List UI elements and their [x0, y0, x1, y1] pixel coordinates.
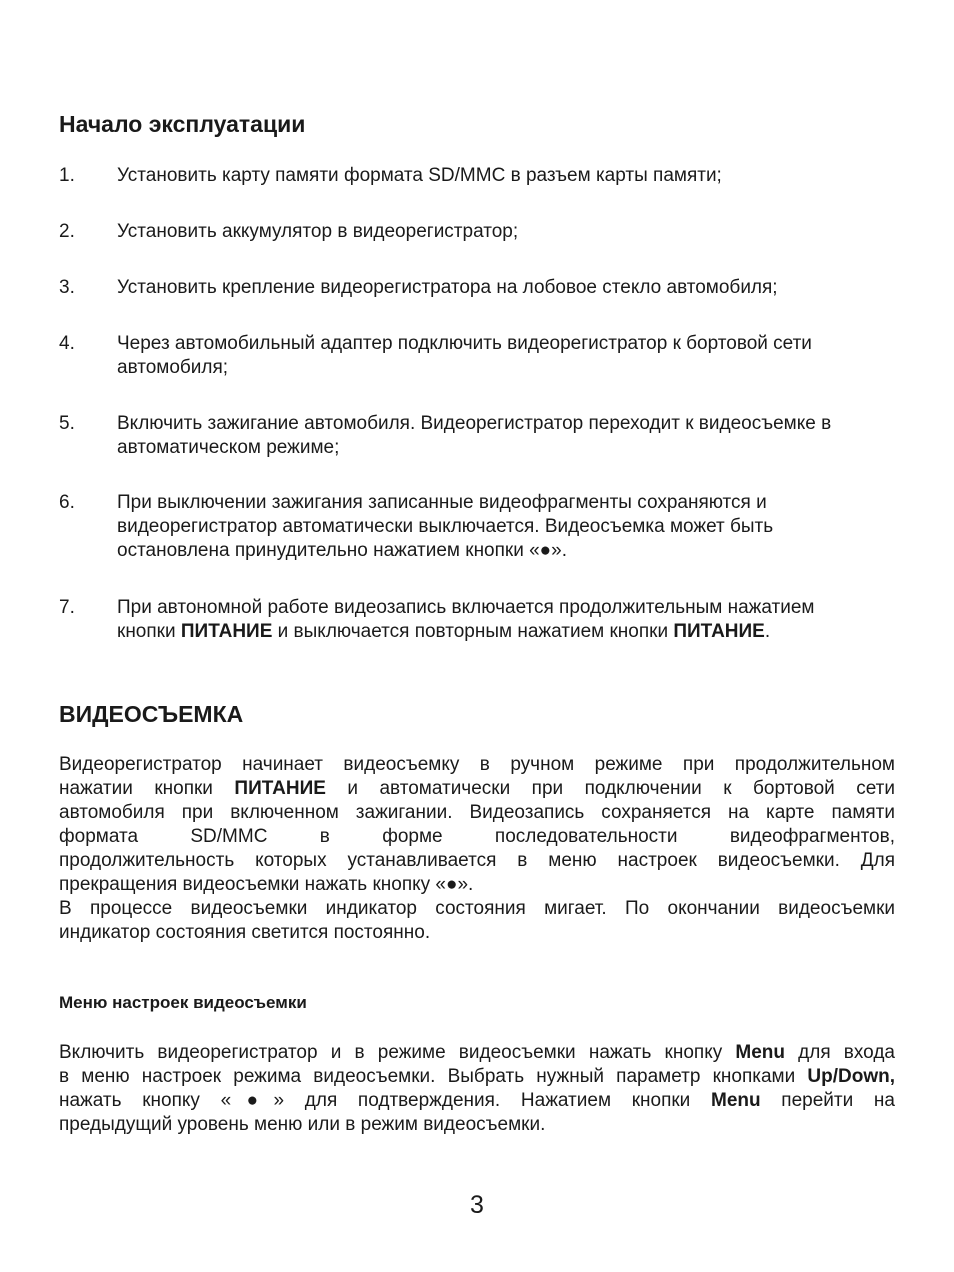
list-item-number: 2. [59, 221, 75, 242]
text-line: Видеорегистратор начинает видеосъемку в ручном режиме при продолжительном [59, 754, 895, 775]
text-line: формата SD/MMC в форме последовательности видеофрагментов, [59, 826, 895, 847]
list-item-text [117, 596, 907, 644]
section-title-settings-menu: Меню настроек видеосъемки [59, 993, 307, 1012]
list-item-number: 3. [59, 277, 75, 298]
text-line: Установить аккумулятор в видеорегистратор; [117, 221, 519, 242]
list-item-text [117, 276, 907, 300]
text-run: нажать кнопку «●» для подтверждения. Нажатием кнопки [59, 1090, 711, 1111]
list-item-text [117, 332, 907, 380]
text-line [117, 620, 907, 644]
text-line: Установить карту памяти формата SD/MMC в разъем карты памяти; [117, 165, 722, 186]
power-button-name: ПИТАНИЕ [234, 778, 326, 799]
text-line: индикатор состояния светится постоянно. [59, 922, 431, 943]
text-line: Через автомобильный адаптер подключить видеорегистратор к бортовой сети [117, 333, 812, 354]
list-item-text [117, 164, 907, 188]
text-run: в меню настроек режима видеосъемки. Выбрать нужный параметр кнопками [59, 1066, 808, 1087]
text-line: Включить зажигание автомобиля. Видеорегистратор переходит к видеосъемке в [117, 413, 832, 434]
text-line: видеорегистратор автоматически выключается. Видеосъемка может быть [117, 516, 774, 537]
text-run: нажатии кнопки [59, 778, 235, 799]
text-line: автомобиля при включенном зажигании. Видеозапись сохраняется на карте памяти [59, 802, 895, 823]
text-run: для входа [785, 1042, 895, 1063]
text-run: и выключается повторным нажатием кнопки [272, 621, 674, 642]
text-run: Включить видеорегистратор и в режиме видеосъемки нажать кнопку [59, 1042, 736, 1063]
text-line: предыдущий уровень меню или в режим видеосъемки. [59, 1114, 546, 1135]
text-line: При автономной работе видеозапись включается продолжительным нажатием [117, 597, 815, 618]
text-line: В процессе видеосъемки индикатор состояния мигает. По окончании видеосъемки [59, 898, 895, 919]
text-line: продолжительность которых устанавливается в меню настроек видеосъемки. Для [59, 850, 895, 871]
text-line: При выключении зажигания записанные видеофрагменты сохраняются и [117, 492, 767, 513]
text-line: прекращения видеосъемки нажать кнопку «●». [59, 874, 474, 895]
text-run: перейти на [760, 1090, 895, 1111]
text-line [59, 1065, 895, 1089]
text-line: автоматическом режиме; [117, 437, 340, 458]
text-line: остановлена принудительно нажатием кнопки «●». [117, 540, 568, 561]
power-button-name: ПИТАНИЕ [180, 621, 273, 642]
power-button-name: ПИТАНИЕ [673, 621, 765, 642]
menu-button-name: Menu [735, 1042, 785, 1063]
list-item-number: 4. [59, 333, 75, 354]
list-item-number: 1. [59, 165, 75, 186]
manual-page [59, 0, 895, 1272]
menu-button-name: Menu [711, 1090, 761, 1111]
text-line: автомобиля; [117, 357, 229, 378]
section-title-video-recording: ВИДЕОСЪЕМКА [59, 701, 244, 727]
list-item-number: 7. [59, 597, 75, 618]
paragraph [59, 1041, 895, 1137]
list-item-text [117, 220, 907, 244]
text-line [59, 1041, 895, 1065]
paragraph [59, 753, 895, 945]
text-line [59, 777, 895, 801]
text-run: . [764, 621, 771, 642]
text-run: и автоматически при подключении к бортовой сети [325, 778, 896, 799]
list-item-number: 5. [59, 413, 75, 434]
up-down-button-name: Up/Down, [807, 1066, 895, 1087]
page-number: 3 [470, 1191, 484, 1219]
list-item-text [117, 491, 907, 563]
text-line [59, 1089, 895, 1113]
list-item-number: 6. [59, 492, 75, 513]
section-title-getting-started: Начало эксплуатации [59, 111, 306, 137]
text-line: Установить крепление видеорегистратора на лобовое стекло автомобиля; [117, 277, 778, 298]
list-item-text [117, 412, 907, 460]
text-run: кнопки [117, 621, 181, 642]
